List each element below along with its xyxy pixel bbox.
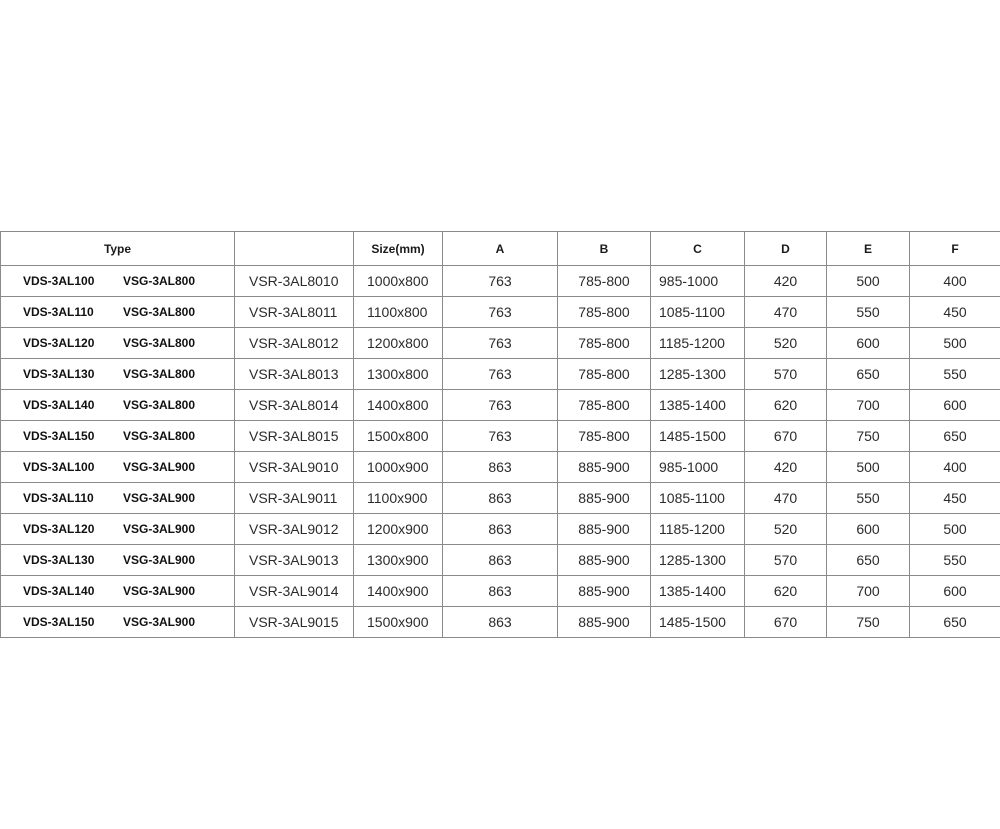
vds-model: VDS-3AL140: [23, 398, 95, 412]
vds-model: VDS-3AL100: [23, 460, 95, 474]
a-cell: 863: [443, 514, 558, 545]
size-cell: 1200x800: [354, 328, 443, 359]
size-cell: 1000x800: [354, 266, 443, 297]
f-cell: 400: [910, 266, 1000, 297]
e-cell: 550: [827, 483, 910, 514]
size-cell: 1100x800: [354, 297, 443, 328]
c-cell: 985-1000: [651, 452, 745, 483]
c-cell: 1485-1500: [651, 421, 745, 452]
header-c: C: [651, 232, 745, 266]
b-cell: 885-900: [558, 607, 651, 638]
vsr-cell: VSR-3AL8011: [235, 297, 354, 328]
d-cell: 470: [745, 483, 827, 514]
d-cell: 670: [745, 607, 827, 638]
vsg-model: VSG-3AL800: [123, 336, 196, 350]
a-cell: 763: [443, 328, 558, 359]
header-e: E: [827, 232, 910, 266]
vsr-cell: VSR-3AL9014: [235, 576, 354, 607]
b-cell: 885-900: [558, 576, 651, 607]
type-cell: [1, 421, 235, 452]
type-cell: [1, 576, 235, 607]
d-cell: 470: [745, 297, 827, 328]
f-cell: 500: [910, 328, 1000, 359]
d-cell: 670: [745, 421, 827, 452]
size-cell: 1000x900: [354, 452, 443, 483]
e-cell: 600: [827, 514, 910, 545]
f-cell: 450: [910, 297, 1000, 328]
table-row: [1, 545, 1000, 576]
a-cell: 763: [443, 297, 558, 328]
e-cell: 500: [827, 452, 910, 483]
f-cell: 650: [910, 607, 1000, 638]
a-cell: 863: [443, 545, 558, 576]
c-cell: 1085-1100: [651, 483, 745, 514]
vds-model: VDS-3AL120: [23, 336, 95, 350]
f-cell: 550: [910, 359, 1000, 390]
vsr-cell: VSR-3AL9015: [235, 607, 354, 638]
b-cell: 785-800: [558, 266, 651, 297]
e-cell: 700: [827, 576, 910, 607]
a-cell: 763: [443, 266, 558, 297]
c-cell: 1385-1400: [651, 576, 745, 607]
e-cell: 650: [827, 545, 910, 576]
c-cell: 1185-1200: [651, 328, 745, 359]
size-cell: 1100x900: [354, 483, 443, 514]
type-cell: [1, 483, 235, 514]
e-cell: 750: [827, 607, 910, 638]
vsg-model: VSG-3AL800: [123, 429, 196, 443]
d-cell: 420: [745, 452, 827, 483]
table-row: [1, 328, 1000, 359]
size-cell: 1500x800: [354, 421, 443, 452]
b-cell: 785-800: [558, 297, 651, 328]
table-body: [1, 266, 1000, 638]
vds-model: VDS-3AL150: [23, 615, 95, 629]
e-cell: 600: [827, 328, 910, 359]
vsr-cell: VSR-3AL9010: [235, 452, 354, 483]
vsr-cell: VSR-3AL8010: [235, 266, 354, 297]
header-type: Type: [1, 232, 235, 266]
d-cell: 620: [745, 576, 827, 607]
e-cell: 500: [827, 266, 910, 297]
vds-model: VDS-3AL140: [23, 584, 95, 598]
c-cell: 1485-1500: [651, 607, 745, 638]
a-cell: 863: [443, 452, 558, 483]
b-cell: 785-800: [558, 359, 651, 390]
vsr-cell: VSR-3AL9011: [235, 483, 354, 514]
vds-model: VDS-3AL130: [23, 553, 95, 567]
b-cell: 885-900: [558, 545, 651, 576]
b-cell: 785-800: [558, 328, 651, 359]
table-row: [1, 297, 1000, 328]
type-cell: [1, 545, 235, 576]
vsg-model: VSG-3AL900: [123, 553, 196, 567]
vsg-model: VSG-3AL800: [123, 398, 196, 412]
vsg-model: VSG-3AL900: [123, 522, 196, 536]
a-cell: 763: [443, 421, 558, 452]
table-row: [1, 390, 1000, 421]
vds-model: VDS-3AL110: [23, 491, 94, 505]
b-cell: 885-900: [558, 514, 651, 545]
vsr-cell: VSR-3AL8012: [235, 328, 354, 359]
b-cell: 885-900: [558, 452, 651, 483]
table-row: [1, 483, 1000, 514]
f-cell: 550: [910, 545, 1000, 576]
header-vsr: [235, 232, 354, 266]
vsg-model: VSG-3AL900: [123, 460, 196, 474]
vsg-model: VSG-3AL800: [123, 305, 196, 319]
vsr-cell: VSR-3AL8013: [235, 359, 354, 390]
type-cell: [1, 297, 235, 328]
table-row: [1, 452, 1000, 483]
vds-model: VDS-3AL110: [23, 305, 94, 319]
a-cell: 763: [443, 359, 558, 390]
e-cell: 550: [827, 297, 910, 328]
f-cell: 450: [910, 483, 1000, 514]
header-row: [1, 232, 1000, 266]
size-cell: 1400x800: [354, 390, 443, 421]
b-cell: 785-800: [558, 421, 651, 452]
a-cell: 863: [443, 607, 558, 638]
vsr-cell: VSR-3AL8015: [235, 421, 354, 452]
spec-table-container: [0, 231, 1000, 638]
type-cell: [1, 607, 235, 638]
type-cell: [1, 359, 235, 390]
c-cell: 1385-1400: [651, 390, 745, 421]
f-cell: 500: [910, 514, 1000, 545]
e-cell: 700: [827, 390, 910, 421]
table-row: [1, 359, 1000, 390]
a-cell: 763: [443, 390, 558, 421]
c-cell: 985-1000: [651, 266, 745, 297]
vds-model: VDS-3AL100: [23, 274, 95, 288]
header-size: Size(mm): [354, 232, 443, 266]
vsr-cell: VSR-3AL9012: [235, 514, 354, 545]
c-cell: 1285-1300: [651, 545, 745, 576]
d-cell: 570: [745, 359, 827, 390]
size-cell: 1500x900: [354, 607, 443, 638]
d-cell: 420: [745, 266, 827, 297]
vsg-model: VSG-3AL900: [123, 491, 196, 505]
table-row: [1, 607, 1000, 638]
c-cell: 1185-1200: [651, 514, 745, 545]
vsg-model: VSG-3AL800: [123, 367, 196, 381]
f-cell: 400: [910, 452, 1000, 483]
type-cell: [1, 266, 235, 297]
a-cell: 863: [443, 576, 558, 607]
type-cell: [1, 390, 235, 421]
header-a: A: [443, 232, 558, 266]
e-cell: 650: [827, 359, 910, 390]
type-cell: [1, 328, 235, 359]
b-cell: 885-900: [558, 483, 651, 514]
table-row: [1, 576, 1000, 607]
f-cell: 600: [910, 576, 1000, 607]
b-cell: 785-800: [558, 390, 651, 421]
vsg-model: VSG-3AL900: [123, 615, 196, 629]
vsr-cell: VSR-3AL8014: [235, 390, 354, 421]
header-b: B: [558, 232, 651, 266]
vds-model: VDS-3AL120: [23, 522, 95, 536]
size-cell: 1400x900: [354, 576, 443, 607]
d-cell: 620: [745, 390, 827, 421]
header-f: F: [910, 232, 1000, 266]
f-cell: 600: [910, 390, 1000, 421]
d-cell: 570: [745, 545, 827, 576]
d-cell: 520: [745, 328, 827, 359]
size-cell: 1200x900: [354, 514, 443, 545]
vsg-model: VSG-3AL800: [123, 274, 196, 288]
c-cell: 1285-1300: [651, 359, 745, 390]
table-row: [1, 421, 1000, 452]
c-cell: 1085-1100: [651, 297, 745, 328]
size-cell: 1300x800: [354, 359, 443, 390]
d-cell: 520: [745, 514, 827, 545]
vds-model: VDS-3AL150: [23, 429, 95, 443]
vsg-model: VSG-3AL900: [123, 584, 196, 598]
a-cell: 863: [443, 483, 558, 514]
header-d: D: [745, 232, 827, 266]
type-cell: [1, 514, 235, 545]
spec-table: [0, 231, 1000, 638]
size-cell: 1300x900: [354, 545, 443, 576]
vsr-cell: VSR-3AL9013: [235, 545, 354, 576]
table-row: [1, 514, 1000, 545]
table-row: [1, 266, 1000, 297]
vds-model: VDS-3AL130: [23, 367, 95, 381]
e-cell: 750: [827, 421, 910, 452]
f-cell: 650: [910, 421, 1000, 452]
type-cell: [1, 452, 235, 483]
